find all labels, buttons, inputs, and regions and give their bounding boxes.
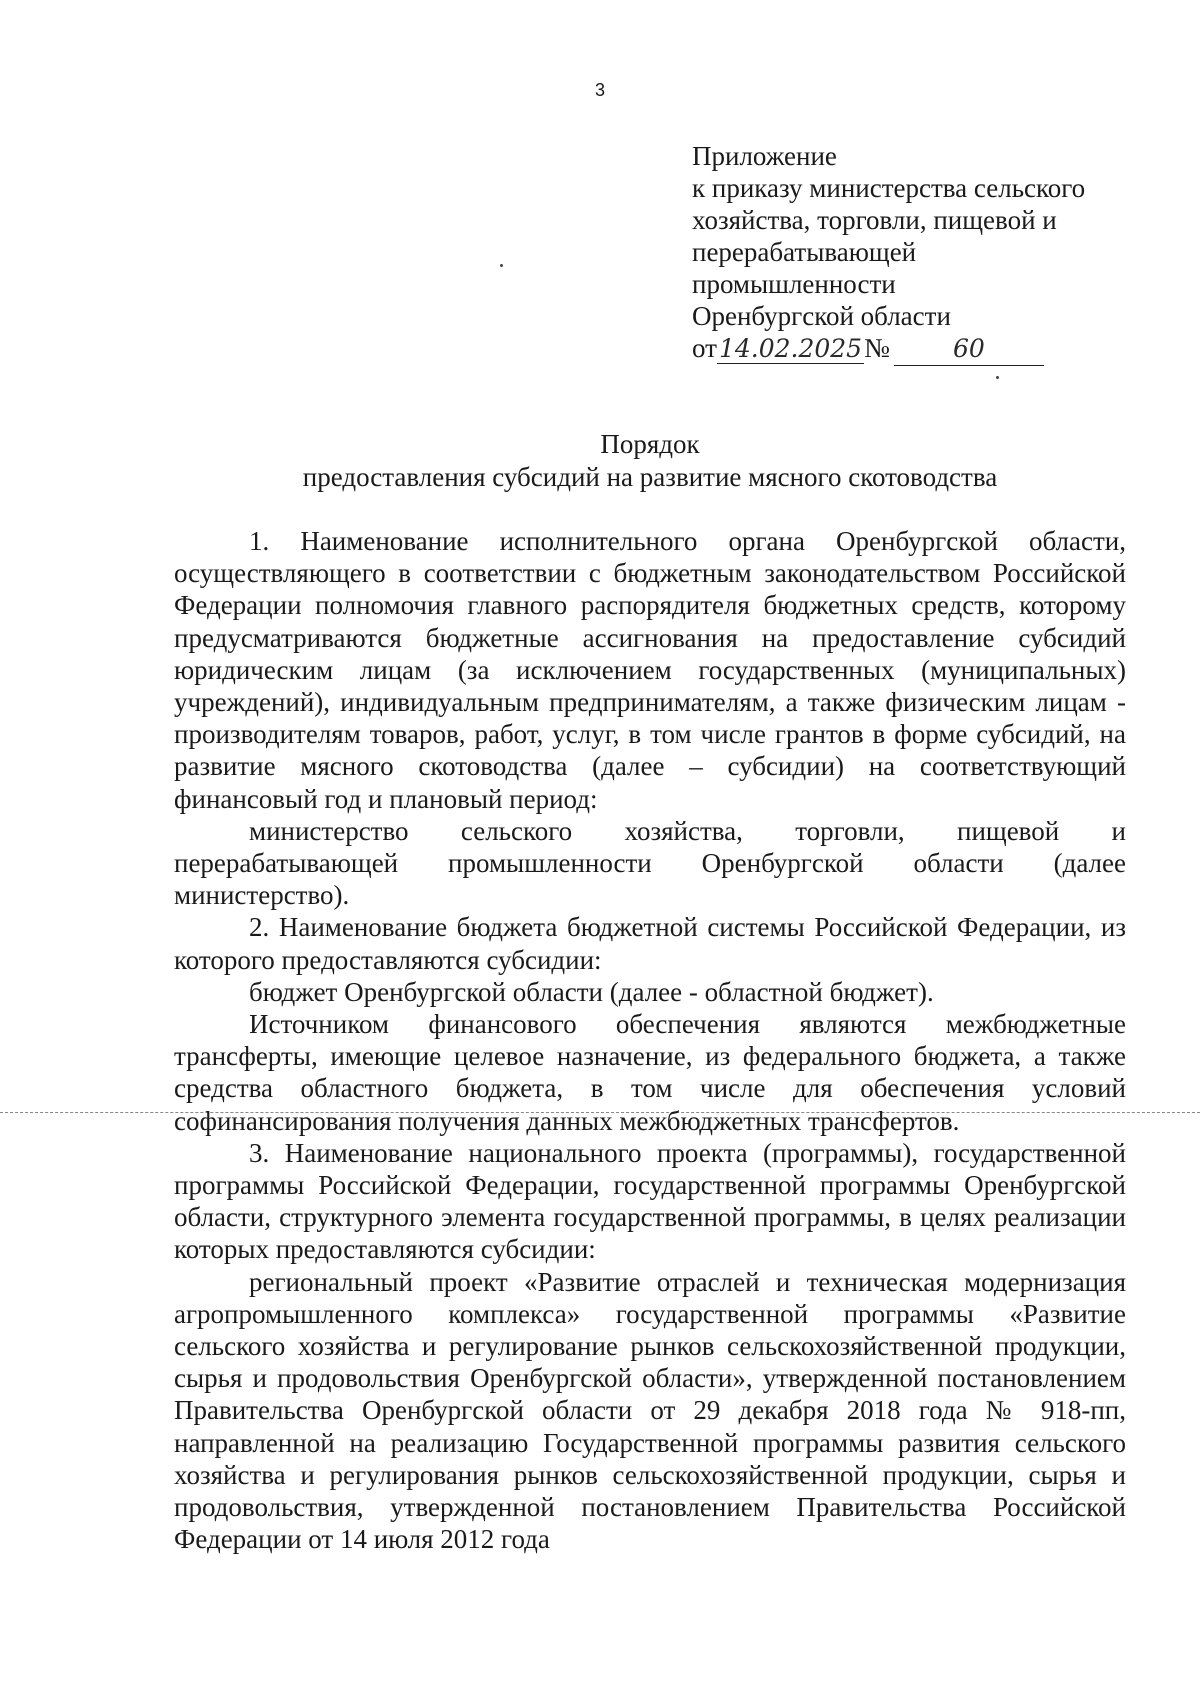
title-main: Порядок	[600, 429, 700, 459]
document-title	[0, 428, 1200, 494]
appendix-line: перерабатывающей	[692, 237, 917, 267]
paragraph: бюджет Оренбургской области (далее - областной бюджет).	[249, 976, 934, 1007]
handwritten-date: 14.02.2025	[718, 334, 863, 363]
paragraph: министерство сельского хозяйства, торговли, пищевой и перерабатывающей промышленности Оренбургской области (далее министерство).	[174, 815, 1126, 911]
paragraph: 2. Наименование бюджета бюджетной системы Российской Федерации, из которого предоставляются субсидии:	[174, 912, 1126, 975]
appendix-line: промышленности	[692, 269, 896, 299]
date-prefix: от	[692, 333, 717, 363]
page-number: 3	[594, 80, 605, 100]
title-subtitle: предоставления субсидий на развитие мясного скотоводства	[302, 462, 998, 492]
paragraph: региональный проект «Развитие отраслей и техническая модернизация агропромышленного комплекса» государственной программы «Развитие сельского хозяйства и регулирование рынков сельскохозяйственной продукции, сырья и продовольствия Оренбургской области», утвержденной постановлением Правительства Оренбургской области от 29 декабря 2018 года № 918-пп, направленной на реализацию Государственной программы развития сельского хозяйства и регулирования рынков сельскохозяйственной продукции, сырья и продовольствия, утвержденной постановлением Правительства Российской Федерации от 14 июля 2012 года	[174, 1266, 1126, 1555]
appendix-line: Приложение	[692, 141, 837, 171]
order-date-line	[692, 332, 1132, 366]
scan-speck	[996, 376, 999, 379]
number-sign: №	[864, 333, 890, 363]
appendix-block	[692, 140, 1132, 366]
paragraph: 1. Наименование исполнительного органа Оренбургской области, осуществляющего в соответствии с бюджетным законодательством Российской Федерации полномочия главного распорядителя бюджетных средств, которому предусматриваются бюджетные ассигнования на предоставление субсидий юридическим лицам (за исключением государственных (муниципальных) учреждений), индивидуальным предпринимателям, а также физическим лицам - производителям товаров, работ, услуг, в том числе грантов в форме субсидий, на развитие мясного скотоводства (далее – субсидии) на соответствующий финансовый год и плановый период:	[174, 526, 1126, 814]
appendix-line: Оренбургской области	[692, 301, 951, 331]
appendix-line: к приказу министерства сельского	[692, 173, 1086, 203]
paragraph: Источником финансового обеспечения являются межбюджетные трансферты, имеющие целевое назначение, из федерального бюджета, а также средства областного бюджета, в том числе для обеспечения условий софинансирования получения данных межбюджетных трансфертов.	[174, 1009, 1126, 1136]
paragraph: 3. Наименование национального проекта (программы), государственной программы Российской Федерации, государственной программы Оренбургской области, структурного элемента государственной программы, в целях реализации которых предоставляются субсидии:	[174, 1137, 1126, 1265]
document-body	[174, 525, 1126, 1556]
handwritten-order-number: 60	[952, 334, 985, 363]
appendix-line: хозяйства, торговли, пищевой и	[692, 205, 1057, 235]
scan-speck	[500, 264, 503, 267]
